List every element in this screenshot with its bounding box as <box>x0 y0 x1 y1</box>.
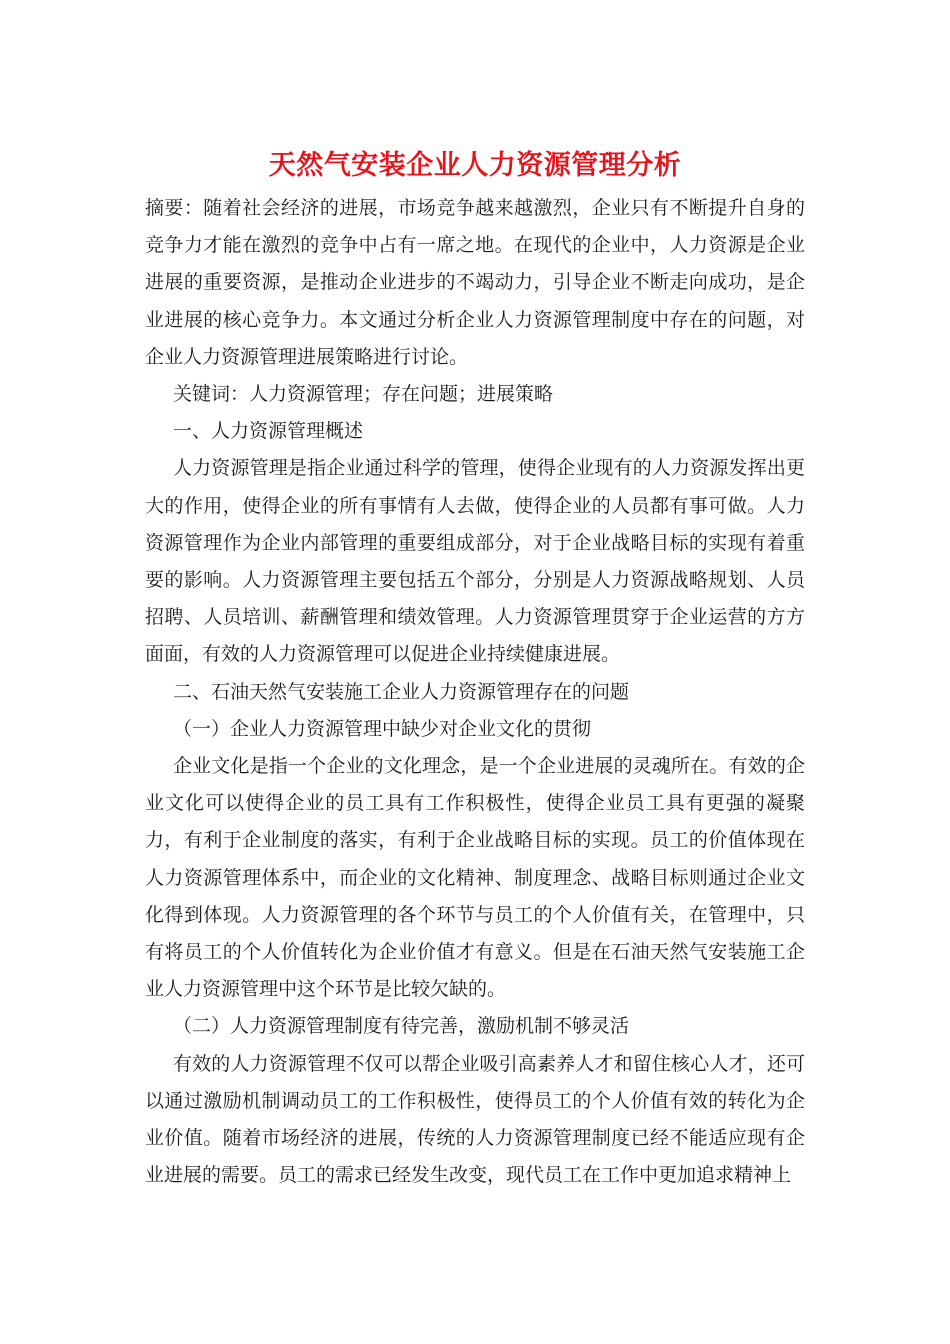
subsection-2-heading: （二）人力资源管理制度有待完善，激励机制不够灵活 <box>173 1015 630 1038</box>
subsection-1-paragraph: 企业文化是指一个企业的文化理念，是一个企业进展的灵魂所在。有效的企业文化可以使得企业的员工具有工作积极性，使得企业员工具有更强的凝聚力，有利于企业制度的落实，有利于企业战略目标的实现。员工的价值体现在人力资源管理体系中，而企业的文化精神、制度理念、战略目标则通过企业文化得到体现。人力资源管理的各个环节与员工的个人价值有关，在管理中，只有将员工的个人价值转化为企业价值才有意义。但是在石油天然气安装施工企业人力资源管理中这个环节是比较欠缺的。 <box>145 755 805 1001</box>
subsection-2-paragraph: 有效的人力资源管理不仅可以帮企业吸引高素养人才和留住核心人才，还可以通过激励机制调动员工的工作积极性，使得员工的个人价值有效的转化为企业价值。随着市场经济的进展，传统的人力资源管理制度已经不能适应现有企业进展的需要。员工的需求已经发生改变，现代员工在工作中更加追求精神上 <box>145 1052 805 1187</box>
section-1-paragraph: 人力资源管理是指企业通过科学的管理，使得企业现有的人力资源发挥出更大的作用，使得企业的所有事情有人去做，使得企业的人员都有事可做。人力资源管理作为企业内部管理的重要组成部分，对于企业战略目标的实现有着重要的影响。人力资源管理主要包括五个部分，分别是人力资源战略规划、人员招聘、人员培训、薪酬管理和绩效管理。人力资源管理贯穿于企业运营的方方面面，有效的人力资源管理可以促进企业持续健康进展。 <box>145 457 805 666</box>
document-body <box>145 190 805 1194</box>
subsection-1-heading: （一）企业人力资源管理中缺少对企业文化的贯彻 <box>173 717 592 740</box>
section-1-heading: 一、人力资源管理概述 <box>173 420 364 443</box>
abstract-paragraph: 摘要：随着社会经济的进展，市场竞争越来越激烈，企业只有不断提升自身的竞争力才能在激烈的竞争中占有一席之地。在现代的企业中，人力资源是企业进展的重要资源，是推动企业进步的不竭动力，引导企业不断走向成功，是企业进展的核心竞争力。本文通过分析企业人力资源管理制度中存在的问题，对企业人力资源管理进展策略进行讨论。 <box>145 197 805 368</box>
section-2-heading: 二、石油天然气安装施工企业人力资源管理存在的问题 <box>173 680 630 703</box>
keywords-line: 关键词：人力资源管理；存在问题；进展策略 <box>173 383 554 406</box>
document-title: 天然气安装企业人力资源管理分析 <box>268 150 682 181</box>
